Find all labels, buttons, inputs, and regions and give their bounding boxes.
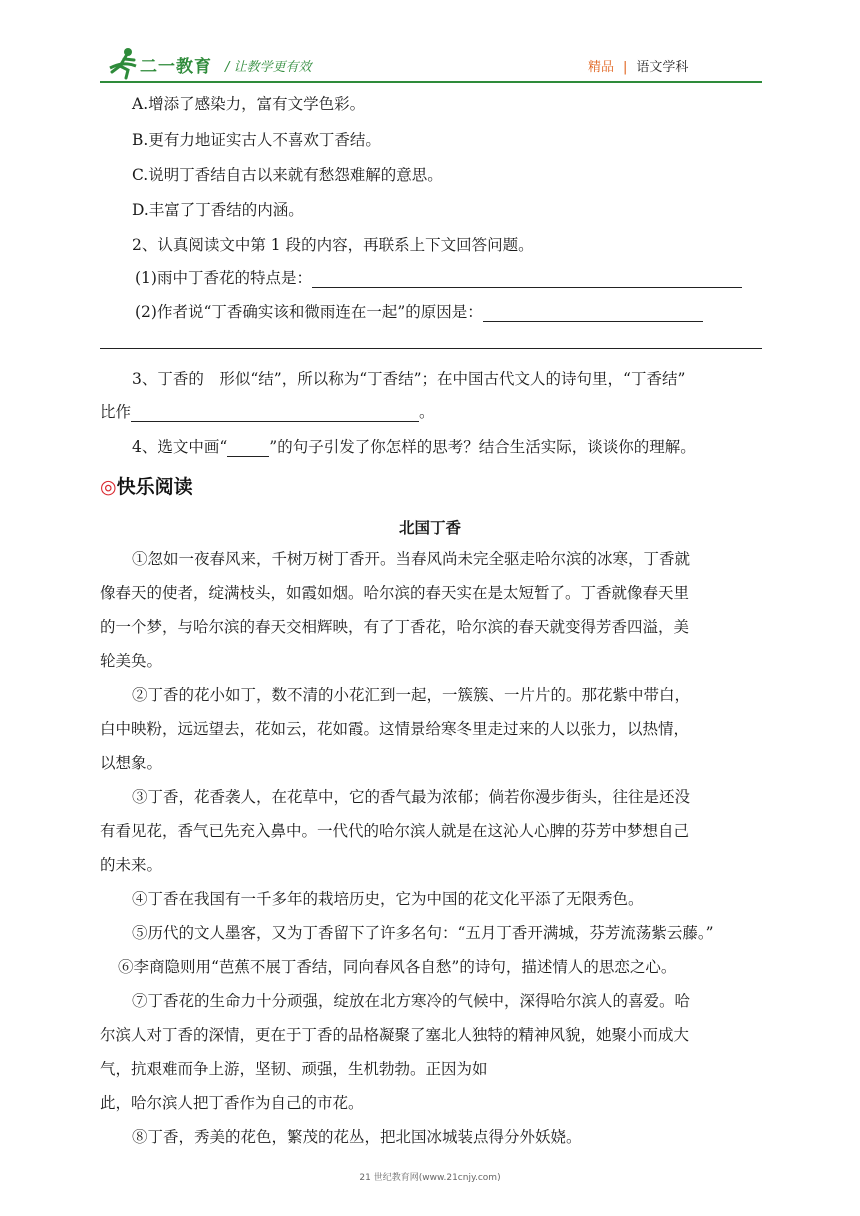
- article-title: 北国丁香: [398, 519, 461, 537]
- question-4: [132, 437, 696, 457]
- question-4-suffix: ”的句子引发了你怎样的思考？结合生活实际，谈谈你的理解。: [269, 438, 696, 456]
- quality-tag: 精品: [588, 60, 615, 75]
- article-line: 气，抗艰难而争上游，坚韧、顽强，生机勃勃。正因为如: [100, 1060, 488, 1078]
- article-line: ⑦丁香花的生命力十分顽强，绽放在北方寒冷的气候中，深得哈尔滨人的喜爱。哈: [132, 992, 691, 1010]
- question-2-sub1-text: (1)雨中丁香花的特点是：: [135, 269, 312, 287]
- section-title: [100, 472, 193, 499]
- question-3-suffix: 。: [419, 403, 435, 421]
- answer-blank-2-1[interactable]: [312, 271, 742, 288]
- article-line: 有看见花，香气已先充入鼻中。一代代的哈尔滨人就是在这沁人心脾的芬芳中梦想自己: [100, 822, 690, 840]
- question-4-blank: [227, 440, 269, 457]
- article-line: ④丁香在我国有一千多年的栽培历史，它为中国的花文化平添了无限秀色。: [132, 890, 644, 908]
- page-footer: 21 世纪教育网(www.21cnjy.com): [359, 1173, 501, 1183]
- article-line: ②丁香的花小如丁，数不清的小花汇到一起，一簇簇、一片片的。那花紫中带白，: [132, 686, 691, 704]
- question-2-sub2: [135, 302, 703, 322]
- option-b: B.更有力地证实古人不喜欢丁香结。: [132, 131, 381, 149]
- article-line: 轮美奂。: [100, 652, 163, 670]
- header-separator: |: [623, 60, 628, 75]
- article-line: 的未来。: [100, 856, 163, 874]
- page-header: [0, 0, 860, 90]
- question-2-stem: 2、认真阅读文中第 1 段的内容，再联系上下文回答问题。: [132, 236, 534, 254]
- question-2-sub2-text: (2)作者说“丁香确实该和微雨连在一起”的原因是：: [135, 303, 483, 321]
- slogan: / 让教学更有效: [225, 60, 312, 75]
- subject-tag: 语文学科: [636, 60, 689, 75]
- article-line: 此，哈尔滨人把丁香作为自己的市花。: [100, 1094, 364, 1112]
- article-line: 尔滨人对丁香的深情，更在于丁香的品格凝聚了塞北人独特的精神风貌，她聚小而成大: [100, 1026, 690, 1044]
- article-line: ③丁香，花香袭人，在花草中，它的香气最为浓郁；倘若你漫步街头，往往是还没: [132, 788, 691, 806]
- option-c: C.说明丁香结自古以来就有愁怨难解的意思。: [132, 166, 443, 184]
- question-3-line2: [100, 402, 435, 422]
- option-a: A.增添了感染力，富有文学色彩。: [132, 95, 366, 113]
- article-line: ⑥李商隐则用“芭蕉不展丁香结，同向春风各自愁”的诗句，描述情人的思恋之心。: [118, 958, 677, 976]
- answer-blank-2-2[interactable]: [483, 305, 703, 322]
- article-line: ①忽如一夜春风来，千树万树丁香开。当春风尚未完全驱走哈尔滨的冰寒，丁香就: [132, 550, 691, 568]
- article-line: 白中映粉，远远望去，花如云，花如霞。这情景给寒冬里走过来的人以张力，以热情，: [100, 720, 690, 738]
- article-line: ⑤历代的文人墨客，又为丁香留下了许多名句：“五月丁香开满城，芬芳流荡紫云藤。”: [132, 924, 714, 942]
- section-mark-icon: ◎: [100, 476, 117, 498]
- article-line: 像春天的使者，绽满枝头，如霞如烟。哈尔滨的春天实在是太短暂了。丁香就像春天里: [100, 584, 690, 602]
- article-line: 以想象。: [100, 754, 163, 772]
- question-3-prefix: 比作: [100, 403, 132, 421]
- answer-blank-3[interactable]: [131, 405, 419, 422]
- question-4-prefix: 4、选文中画“: [132, 438, 228, 456]
- article-line: ⑧丁香，秀美的花色，繁茂的花丛，把北国冰城装点得分外妖娆。: [132, 1128, 582, 1146]
- question-3-line1: 3、丁香的 形似“结”，所以称为“丁香结”；在中国古代文人的诗句里，“丁香结”: [132, 370, 686, 388]
- header-tags: [588, 56, 688, 75]
- header-divider: [100, 81, 762, 83]
- answer-blank-2-2-continued[interactable]: [100, 348, 762, 349]
- brand-name: 二一教育: [140, 57, 212, 77]
- question-2-sub1: [135, 268, 742, 288]
- article-line: 的一个梦，与哈尔滨的春天交相辉映，有了丁香花，哈尔滨的春天就变得芳香四溢，美: [100, 618, 690, 636]
- option-d: D.丰富了丁香结的内涵。: [132, 201, 304, 219]
- section-title-text: 快乐阅读: [116, 476, 193, 498]
